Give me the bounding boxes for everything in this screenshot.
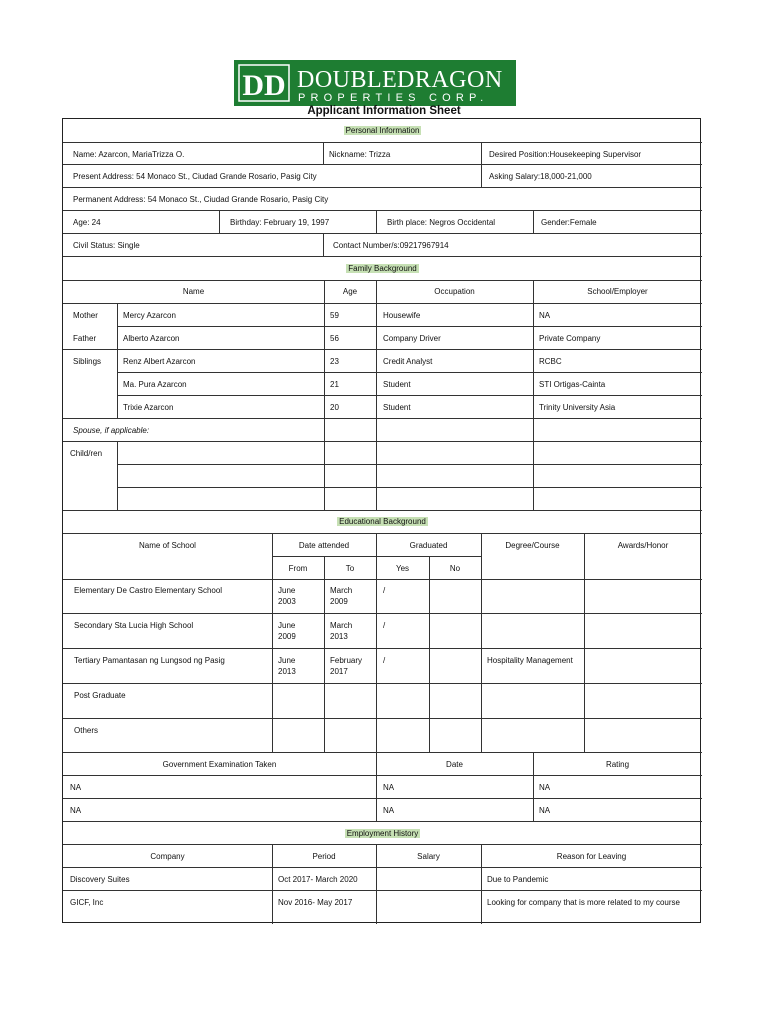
employment-section-heading: Employment History	[346, 829, 419, 838]
emp-col-reason: Reason for Leaving	[556, 852, 627, 861]
asking-salary: Asking Salary:18,000-21,000	[489, 172, 592, 181]
family-member-occupation: Student	[383, 403, 411, 412]
family-member-age: 59	[330, 311, 339, 320]
exam-col-date: Date	[446, 760, 463, 769]
civil-status: Civil Status: Single	[73, 241, 140, 250]
family-section-heading: Family Background	[348, 264, 417, 273]
family-member-employer: STI Ortigas-Cainta	[539, 380, 606, 389]
edu-col-to: To	[345, 564, 355, 573]
emp-period: Oct 2017- March 2020	[278, 875, 358, 884]
edu-from: June 2013	[278, 656, 296, 676]
edu-from: June 2009	[278, 621, 296, 641]
family-relation: Mother	[73, 311, 98, 320]
family-member-employer: NA	[539, 311, 551, 320]
family-col-school: School/Employer	[587, 287, 648, 296]
family-relation: Siblings	[73, 357, 102, 366]
birthday: Birthday: February 19, 1997	[230, 218, 330, 227]
spouse-label: Spouse, if applicable:	[73, 426, 150, 435]
family-member-name: Renz Albert Azarcon	[123, 357, 196, 366]
svg-text:PROPERTIES CORP.: PROPERTIES CORP.	[298, 92, 489, 104]
edu-col-graduated: Graduated	[409, 541, 448, 550]
edu-graduated-yes: /	[383, 586, 386, 595]
edu-graduated-yes: /	[383, 621, 386, 630]
family-member-employer: RCBC	[539, 357, 562, 366]
edu-school: Secondary Sta Lucia High School	[74, 621, 194, 630]
permanent-address: Permanent Address: 54 Monaco St., Ciudad Grande Rosario, Pasig City	[73, 195, 329, 204]
edu-school: Others	[74, 726, 99, 735]
applicant-nickname: Nickname: Trizza	[329, 150, 391, 159]
edu-school: Post Graduate	[74, 691, 126, 700]
edu-school: Elementary De Castro Elementary School	[74, 586, 223, 595]
emp-company: GICF, Inc	[70, 898, 104, 907]
edu-degree: Hospitality Management	[487, 656, 573, 665]
edu-col-awards: Awards/Honor	[617, 541, 669, 550]
sheet-title: Applicant Information Sheet	[307, 105, 461, 117]
desired-position: Desired Position:Housekeeping Supervisor	[489, 150, 642, 159]
family-member-occupation: Housewife	[383, 311, 421, 320]
applicant-form	[62, 118, 701, 923]
education-section-heading: Educational Background	[339, 517, 426, 526]
edu-to: March 2013	[330, 621, 353, 641]
exam-date: NA	[383, 783, 395, 792]
emp-reason: Due to Pandemic	[487, 875, 549, 884]
svg-text:DD: DD	[242, 69, 286, 102]
family-member-age: 23	[330, 357, 339, 366]
edu-to: February 2017	[330, 656, 363, 676]
exam-col-exam: Government Examination Taken	[162, 760, 277, 769]
exam-rating: NA	[539, 783, 551, 792]
family-member-name: Alberto Azarcon	[123, 334, 180, 343]
children-label: Child/ren	[70, 449, 103, 458]
family-member-age: 21	[330, 380, 339, 389]
edu-col-yes: Yes	[395, 564, 410, 573]
emp-period: Nov 2016- May 2017	[278, 898, 353, 907]
family-member-name: Ma. Pura Azarcon	[123, 380, 187, 389]
emp-col-period: Period	[312, 852, 336, 861]
family-member-name: Trixie Azarcon	[123, 403, 174, 412]
emp-salary	[379, 871, 481, 877]
family-member-employer: Private Company	[539, 334, 601, 343]
edu-col-no: No	[449, 564, 461, 573]
emp-col-company: Company	[150, 852, 185, 861]
emp-col-salary: Salary	[417, 852, 440, 861]
edu-degree	[483, 617, 584, 623]
exam-rating: NA	[539, 806, 551, 815]
applicant-name: Name: Azarcon, MariaTrizza O.	[73, 150, 185, 159]
family-member-age: 56	[330, 334, 339, 343]
personal-section-heading: Personal Information	[345, 126, 420, 135]
family-col-occupation: Occupation	[434, 287, 475, 296]
edu-to: March 2009	[330, 586, 353, 606]
emp-company: Discovery Suites	[70, 875, 130, 884]
exam-date: NA	[383, 806, 395, 815]
family-member-name: Mercy Azarcon	[123, 311, 176, 320]
family-member-age: 20	[330, 403, 339, 412]
family-member-occupation: Credit Analyst	[383, 357, 433, 366]
age: Age: 24	[73, 218, 101, 227]
edu-col-degree: Degree/Course	[505, 541, 560, 550]
edu-col-school: Name of School	[139, 541, 196, 550]
birthplace: Birth place: Negros Occidental	[387, 218, 496, 227]
family-member-occupation: Company Driver	[383, 334, 441, 343]
emp-reason: Looking for company that is more related to my course	[487, 898, 680, 907]
edu-from: June 2003	[278, 586, 296, 606]
svg-text:DRAGON: DRAGON	[397, 67, 503, 93]
emp-salary	[379, 894, 481, 900]
company-logo	[234, 60, 516, 106]
family-member-employer: Trinity University Asia	[539, 403, 616, 412]
edu-col-from: From	[288, 564, 308, 573]
present-address: Present Address: 54 Monaco St., Ciudad Grande Rosario, Pasig City	[73, 172, 317, 181]
family-col-age: Age	[342, 287, 358, 296]
edu-graduated-yes: /	[383, 656, 386, 665]
family-col-name: Name	[182, 287, 205, 296]
contact-number: Contact Number/s:09217967914	[333, 241, 449, 250]
svg-text:DOUBLE: DOUBLE	[297, 67, 398, 93]
edu-col-date: Date attended	[298, 541, 350, 550]
gender: Gender:Female	[541, 218, 597, 227]
family-member-occupation: Student	[383, 380, 411, 389]
edu-school: Tertiary Pamantasan ng Lungsod ng Pasig	[74, 656, 225, 665]
edu-degree	[483, 582, 584, 588]
exam-name: NA	[70, 806, 82, 815]
family-relation: Father	[73, 334, 97, 343]
exam-name: NA	[70, 783, 82, 792]
exam-col-rating: Rating	[605, 760, 630, 769]
